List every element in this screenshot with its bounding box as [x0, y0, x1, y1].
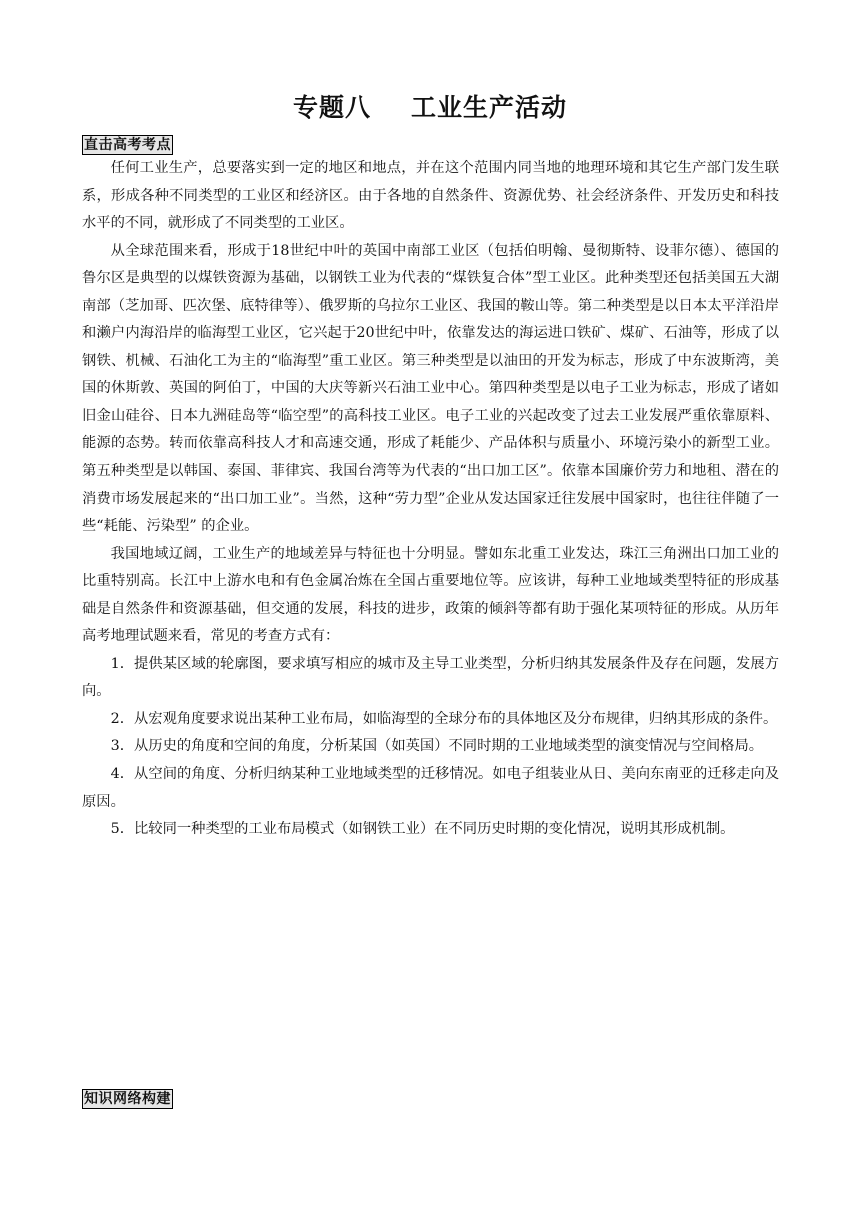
- paragraph-item-1: 1．提供某区域的轮廓图，要求填写相应的城市及主导工业类型，分析归纳其发展条件及存在问题，发展方向。: [82, 655, 779, 700]
- paragraph-item-4: 4．从空间的角度、分析归纳某种工业地域类型的迁移情况。如电子组装业从日、美向东南亚的迁移走向及原因。: [82, 766, 779, 810]
- section-label-knowledge-network: 知识网络构建: [84, 1091, 171, 1107]
- paragraph-item-2: 2．从宏观角度要求说出某种工业布局，如临海型的全球分布的具体地区及分布规律，归纳其形成的条件。: [110, 710, 778, 727]
- section-label-exam-points: 直击高考考点: [84, 137, 171, 153]
- body-text: [82, 155, 779, 844]
- title-topic-name: 工业生产活动: [411, 93, 568, 122]
- paragraph-china: 我国地域辽阔，工业生产的地域差异与特征也十分明显。譬如东北重工业发达，珠江三角洲出口加工业的比重特别高。长江中上游水电和有色金属冶炼在全国占重要地位等。应该讲，每种工业地域类型特征的形成基础是自然条件和资源基础，但交通的发展，科技的进步，政策的倾斜等都有助于强化某项特征的形成。从历年高考地理试题来看，常见的考查方式有：: [82, 545, 779, 645]
- page-title: [0, 88, 860, 124]
- paragraph-global-types: 从全球范围来看，形成于18世纪中叶的英国中南部工业区（包括伯明翰、曼彻斯特、设菲尔德）、德国的鲁尔区是典型的以煤铁资源为基础，以钢铁工业为代表的“煤铁复合体”型工业区。此种类型还包括美国五大湖南部（芝加哥、匹次堡、底特律等）、俄罗斯的乌拉尔工业区、我国的鞍山等。第二种类型是以日本太平洋沿岸和濑户内海沿岸的临海型工业区，它兴起于20世纪中叶，依靠发达的海运进口铁矿、煤矿、石油等，形成了以钢铁、机械、石油化工为主的“临海型”重工业区。第三种类型是以油田的开发为标志，形成了中东波斯湾，美国的休斯敦、英国的阿伯丁，中国的大庆等新兴石油工业中心。第四种类型是以电子工业为标志，形成了诸如旧金山硅谷、日本九洲硅岛等“临空型”的高科技工业区。电子工业的兴起改变了过去工业发展严重依靠原料、能源的态势。转而依靠高科技人才和高速交通，形成了耗能少、产品体积与质量小、环境污染小的新型工业。第五种类型是以韩国、泰国、菲律宾、我国台湾等为代表的“出口加工区”。依靠本国廉价劳力和地租、潜在的消费市场发展起来的“出口加工业”。当然，这种“劳力型”企业从发达国家迁往发展中国家时，也往往伴随了一些“耗能、污染型” 的企业。: [82, 242, 779, 535]
- paragraph-item-3: 3．从历史的角度和空间的角度，分析某国（如英国）不同时期的工业地域类型的演变情况与空间格局。: [110, 738, 764, 755]
- paragraph-item-5: 5．比较同一种类型的工业布局模式（如钢铁工业）在不同历史时期的变化情况，说明其形成机制。: [110, 821, 735, 838]
- paragraph-intro: 任何工业生产，总要落实到一定的地区和地点，并在这个范围内同当地的地理环境和其它生产部门发生联系，形成各种不同类型的工业区和经济区。由于各地的自然条件、资源优势、社会经济条件、开发历史和科技水平的不同，就形成了不同类型的工业区。: [82, 160, 779, 232]
- title-topic-number: 专题八: [292, 93, 371, 122]
